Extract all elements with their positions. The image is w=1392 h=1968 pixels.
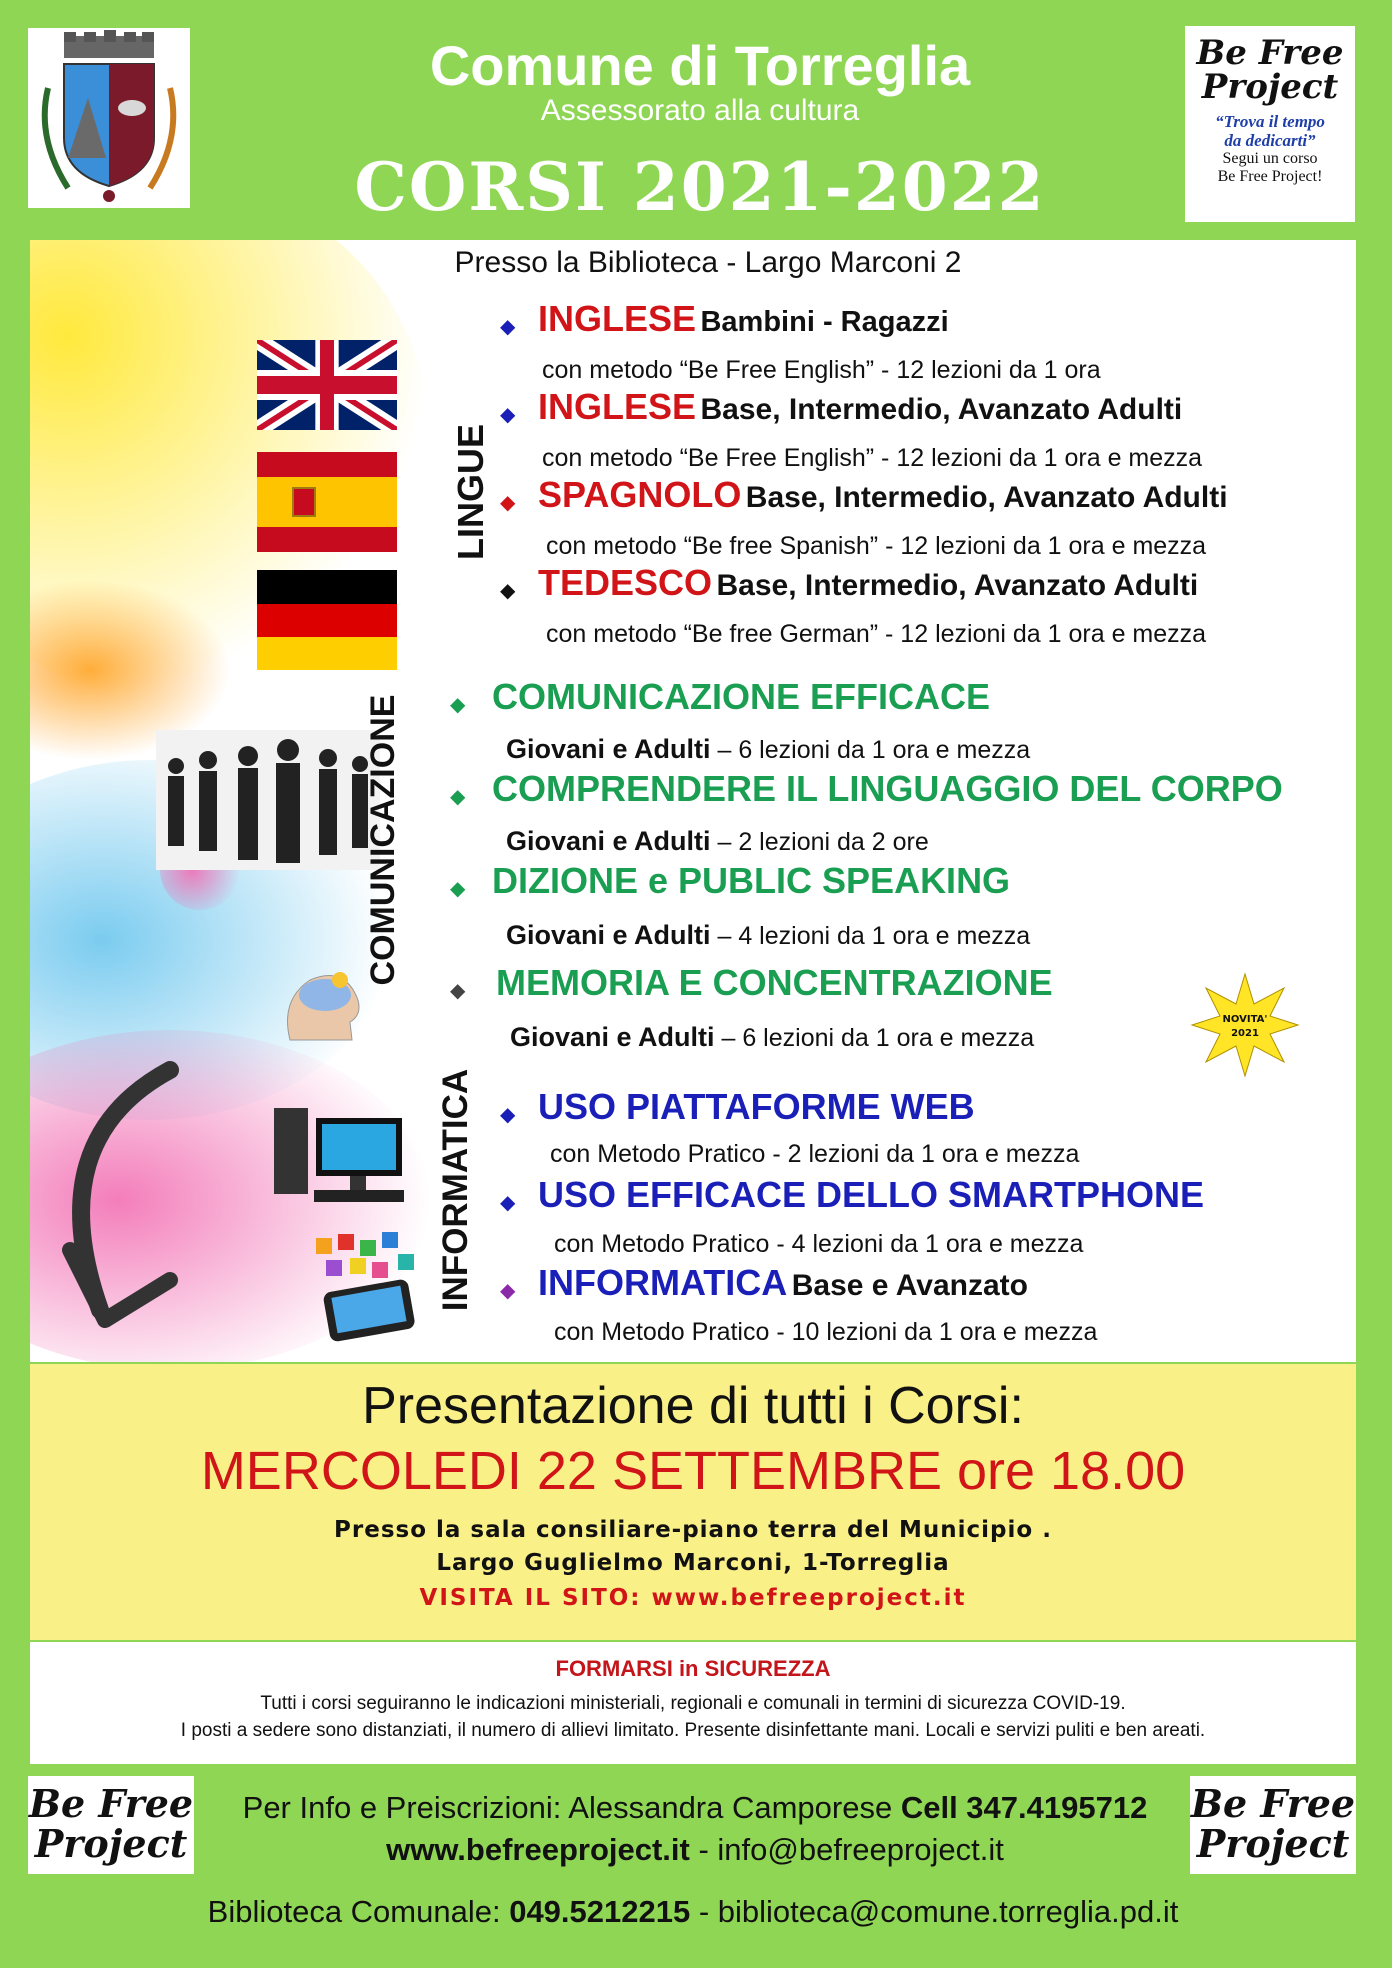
comune-crest xyxy=(28,28,190,208)
safety-box xyxy=(30,1642,1356,1764)
brain-head-icon xyxy=(270,960,370,1050)
course-detail: con Metodo Pratico - 2 lezioni da 1 ora e mezza xyxy=(550,1140,1080,1168)
section-label-informatica: INFORMATICA xyxy=(436,1068,475,1312)
safety-title: FORMARSI in SICUREZZA xyxy=(555,1656,831,1681)
course-detail: con Metodo Pratico - 4 lezioni da 1 ora e mezza xyxy=(554,1230,1084,1258)
courses-panel xyxy=(30,240,1356,1362)
course-inglese-adulti: ◆ INGLESE Base, Intermedio, Avanzato Adulti xyxy=(500,386,1183,427)
be-free-project-logo-right: Be Free Project xyxy=(1190,1776,1356,1874)
course-tedesco: ◆ TEDESCO Base, Intermedio, Avanzato Adulti xyxy=(500,562,1199,603)
novita-starburst-icon xyxy=(1190,970,1300,1080)
novita-label: NOVITA' xyxy=(1222,1014,1268,1025)
smartphone-apps-icon xyxy=(306,1230,426,1342)
page-title: Comune di Torreglia xyxy=(429,34,971,97)
badge-invite: Segui un corso Be Free Project! xyxy=(1217,150,1323,185)
course-comunicazione-efficace: ◆ COMUNICAZIONE EFFICACE xyxy=(450,676,990,717)
badge-tagline: “Trova il tempo da dedicarti” xyxy=(1215,112,1325,150)
course-detail: con metodo “Be free Spanish” - 12 lezioni da 1 ora e mezza xyxy=(546,532,1207,560)
safety-text: Tutti i corsi seguiranno le indicazioni ministeriali, regionali e comunali in termini di sicurezza COVID-19. I posti a sedere sono distanziati, il numero di allievi limitato. Presente disinfettante mani. Locali e servizi puliti e ben areati. xyxy=(180,1693,1206,1741)
presentation-title: Presentazione di tutti i Corsi: xyxy=(362,1377,1024,1435)
presentation-place: Presso la sala consiliare-piano terra del Municipio . Largo Guglielmo Marconi, 1-Torreglia xyxy=(334,1517,1052,1576)
section-label-lingue: LINGUE xyxy=(450,424,491,561)
course-detail: con metodo “Be free German” - 12 lezioni da 1 ora e mezza xyxy=(546,620,1207,648)
course-detail: con metodo “Be Free English” - 12 lezioni da 1 ora e mezza xyxy=(542,444,1203,472)
course-inglese-bambini: ◆ INGLESE Bambini - Ragazzi xyxy=(500,298,949,339)
crest-icon xyxy=(28,28,190,208)
library-email[interactable]: - biblioteca@comune.torreglia.pd.it xyxy=(690,1894,1179,1929)
course-dizione: ◆ DIZIONE e PUBLIC SPEAKING xyxy=(450,860,1011,901)
course-detail: con metodo “Be Free English” - 12 lezioni da 1 ora xyxy=(542,356,1101,384)
desktop-computer-icon xyxy=(270,1100,410,1210)
location-line: Presso la Biblioteca - Largo Marconi 2 xyxy=(454,246,962,279)
course-detail: Giovani e Adulti – 6 lezioni da 1 ora e mezza xyxy=(506,734,1031,764)
website-link[interactable]: VISITA IL SITO: www.befreeproject.it xyxy=(419,1585,967,1611)
course-informatica: ◆ INFORMATICA Base e Avanzato xyxy=(500,1262,1028,1303)
course-detail: Giovani e Adulti – 2 lezioni da 2 ore xyxy=(506,826,929,856)
be-free-project-logo: Be Free Project xyxy=(1196,33,1344,107)
course-spagnolo: ◆ SPAGNOLO Base, Intermedio, Avanzato Adulti xyxy=(500,474,1228,515)
course-piattaforme-web: ◆ USO PIATTAFORME WEB xyxy=(500,1086,975,1127)
course-memoria: ◆ MEMORIA E CONCENTRAZIONE xyxy=(450,962,1053,1003)
email-link[interactable]: - info@befreeproject.it xyxy=(689,1832,1004,1867)
course-linguaggio-corpo: ◆ COMPRENDERE IL LINGUAGGIO DEL CORPO xyxy=(450,768,1283,809)
contact-phone[interactable]: Cell 347.4195712 xyxy=(900,1790,1148,1825)
be-free-project-logo-left: Be Free Project xyxy=(28,1776,194,1874)
library-contact: Biblioteca Comunale: 049.5212215 - biblioteca@comune.torreglia.pd.it xyxy=(207,1894,1179,1929)
germany-flag-icon xyxy=(257,570,397,670)
be-free-project-badge xyxy=(1185,26,1355,222)
page-subtitle: Assessorato alla cultura xyxy=(540,94,860,127)
contact-info: Per Info e Preiscrizioni: Alessandra Camporese Cell 347.4195712 xyxy=(242,1790,1148,1825)
courses-year-heading: CORSI 2021-2022 xyxy=(354,148,1046,226)
website-link[interactable]: www.befreeproject.it xyxy=(386,1832,690,1867)
library-phone[interactable]: 049.5212215 xyxy=(509,1894,691,1929)
section-label-comunicazione: COMUNICAZIONE xyxy=(364,694,402,986)
course-detail: Giovani e Adulti – 6 lezioni da 1 ora e mezza xyxy=(510,1022,1035,1052)
spain-flag-icon xyxy=(257,452,397,552)
business-people-icon xyxy=(156,730,380,870)
course-detail: con Metodo Pratico - 10 lezioni da 1 ora e mezza xyxy=(554,1318,1098,1346)
presentation-date: MERCOLEDI 22 SETTEMBRE ore 18.00 xyxy=(200,1441,1186,1501)
presentation-box xyxy=(30,1364,1356,1640)
uk-flag-icon xyxy=(257,340,397,430)
novita-year: 2021 xyxy=(1231,1028,1259,1039)
course-detail: Giovani e Adulti – 4 lezioni da 1 ora e mezza xyxy=(506,920,1031,950)
course-smartphone: ◆ USO EFFICACE DELLO SMARTPHONE xyxy=(500,1174,1205,1215)
contact-web xyxy=(205,1832,1185,1868)
